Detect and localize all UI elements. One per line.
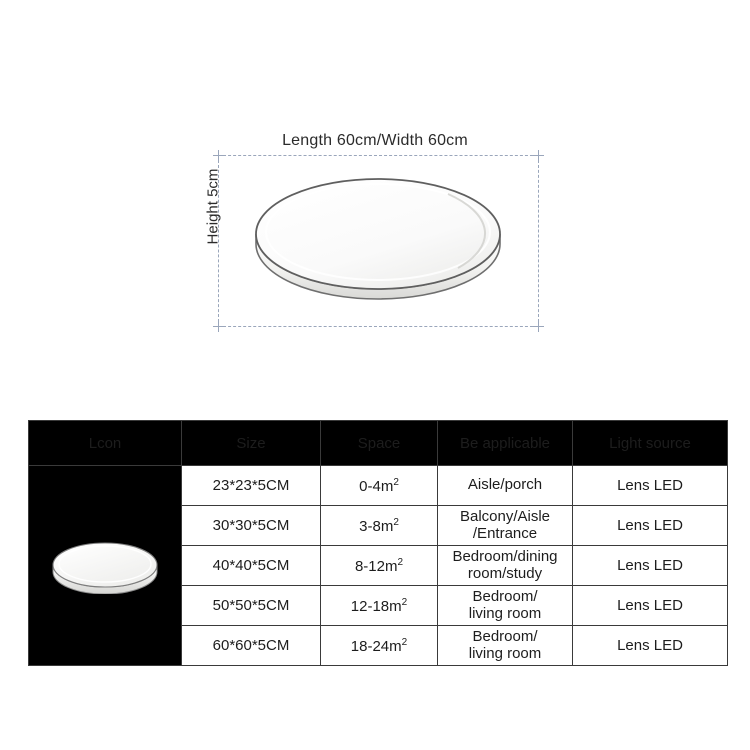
- cell-size: 50*50*5CM: [182, 586, 321, 626]
- cell-space: [321, 546, 438, 586]
- space-exponent: 2: [393, 476, 399, 488]
- space-unit: m: [380, 477, 394, 495]
- cell-light-source: Lens LED: [573, 466, 728, 506]
- applicable-line: room/study: [467, 564, 543, 582]
- cell-space: [321, 626, 438, 666]
- column-header-light-source: Light source: [573, 421, 728, 466]
- applicable-line: living room: [468, 604, 542, 622]
- space-value: 18-24: [350, 637, 390, 655]
- space-unit: m: [389, 597, 402, 615]
- space-unit: m: [380, 517, 394, 535]
- cell-applicable: [438, 546, 573, 586]
- dimension-cap-left-top: [213, 155, 224, 156]
- applicable-line: living room: [468, 644, 542, 662]
- cell-applicable: [438, 506, 573, 546]
- table-header: [29, 421, 728, 466]
- cell-light-source: Lens LED: [573, 546, 728, 586]
- dimension-line-right: [538, 155, 539, 327]
- applicable-line: Balcony/Aisle: [459, 507, 551, 525]
- cell-size: 23*23*5CM: [182, 466, 321, 506]
- column-header-size: Size: [182, 421, 321, 466]
- dimension-cap-right-bottom: [533, 326, 544, 327]
- space-exponent: 2: [397, 556, 404, 568]
- column-header-icon: Lcon: [29, 421, 182, 466]
- cell-size: 30*30*5CM: [182, 506, 321, 546]
- dimension-cap-left-bottom: [213, 326, 224, 327]
- ceiling-lamp-thumbnail: [29, 466, 181, 665]
- cell-size: 60*60*5CM: [182, 626, 321, 666]
- cell-light-source: Lens LED: [573, 626, 728, 666]
- dimension-cap-right-top: [533, 155, 544, 156]
- ceiling-lamp-illustration: [252, 172, 504, 306]
- top-dimension-label: Length 60cm/Width 60cm: [282, 132, 468, 149]
- space-exponent: 2: [393, 516, 399, 528]
- product-icon-cell: [29, 466, 182, 666]
- applicable-line: Bedroom/: [472, 587, 538, 605]
- column-header-space: Space: [321, 421, 438, 466]
- table-row: [29, 466, 728, 506]
- space-value: 8-12: [354, 557, 385, 575]
- table-body: [29, 466, 728, 666]
- space-exponent: 2: [401, 636, 408, 648]
- space-value: 12-18: [350, 597, 390, 615]
- cell-applicable: [438, 586, 573, 626]
- space-value: 3-8: [359, 517, 381, 535]
- dimension-line-bottom: [218, 326, 538, 327]
- space-unit: m: [384, 557, 398, 575]
- cell-applicable: [438, 626, 573, 666]
- table-header-row: [29, 421, 728, 466]
- column-header-applicable: Be applicable: [438, 421, 573, 466]
- space-unit: m: [389, 637, 402, 655]
- side-dimension-label: Height 5cm: [204, 168, 222, 245]
- cell-space: [321, 466, 438, 506]
- applicable-line: Bedroom/: [472, 627, 538, 645]
- specification-table: [28, 420, 728, 666]
- cell-light-source: Lens LED: [573, 586, 728, 626]
- cell-applicable: [438, 466, 573, 506]
- applicable-line: Aisle/porch: [467, 476, 543, 494]
- cell-space: [321, 586, 438, 626]
- space-value: 0-4: [359, 477, 381, 495]
- applicable-line: Bedroom/dining: [452, 547, 558, 565]
- cell-light-source: Lens LED: [573, 506, 728, 546]
- cell-space: [321, 506, 438, 546]
- dimension-line-top: [218, 155, 538, 156]
- applicable-line: /Entrance: [472, 524, 538, 542]
- space-exponent: 2: [401, 596, 408, 608]
- cell-size: 40*40*5CM: [182, 546, 321, 586]
